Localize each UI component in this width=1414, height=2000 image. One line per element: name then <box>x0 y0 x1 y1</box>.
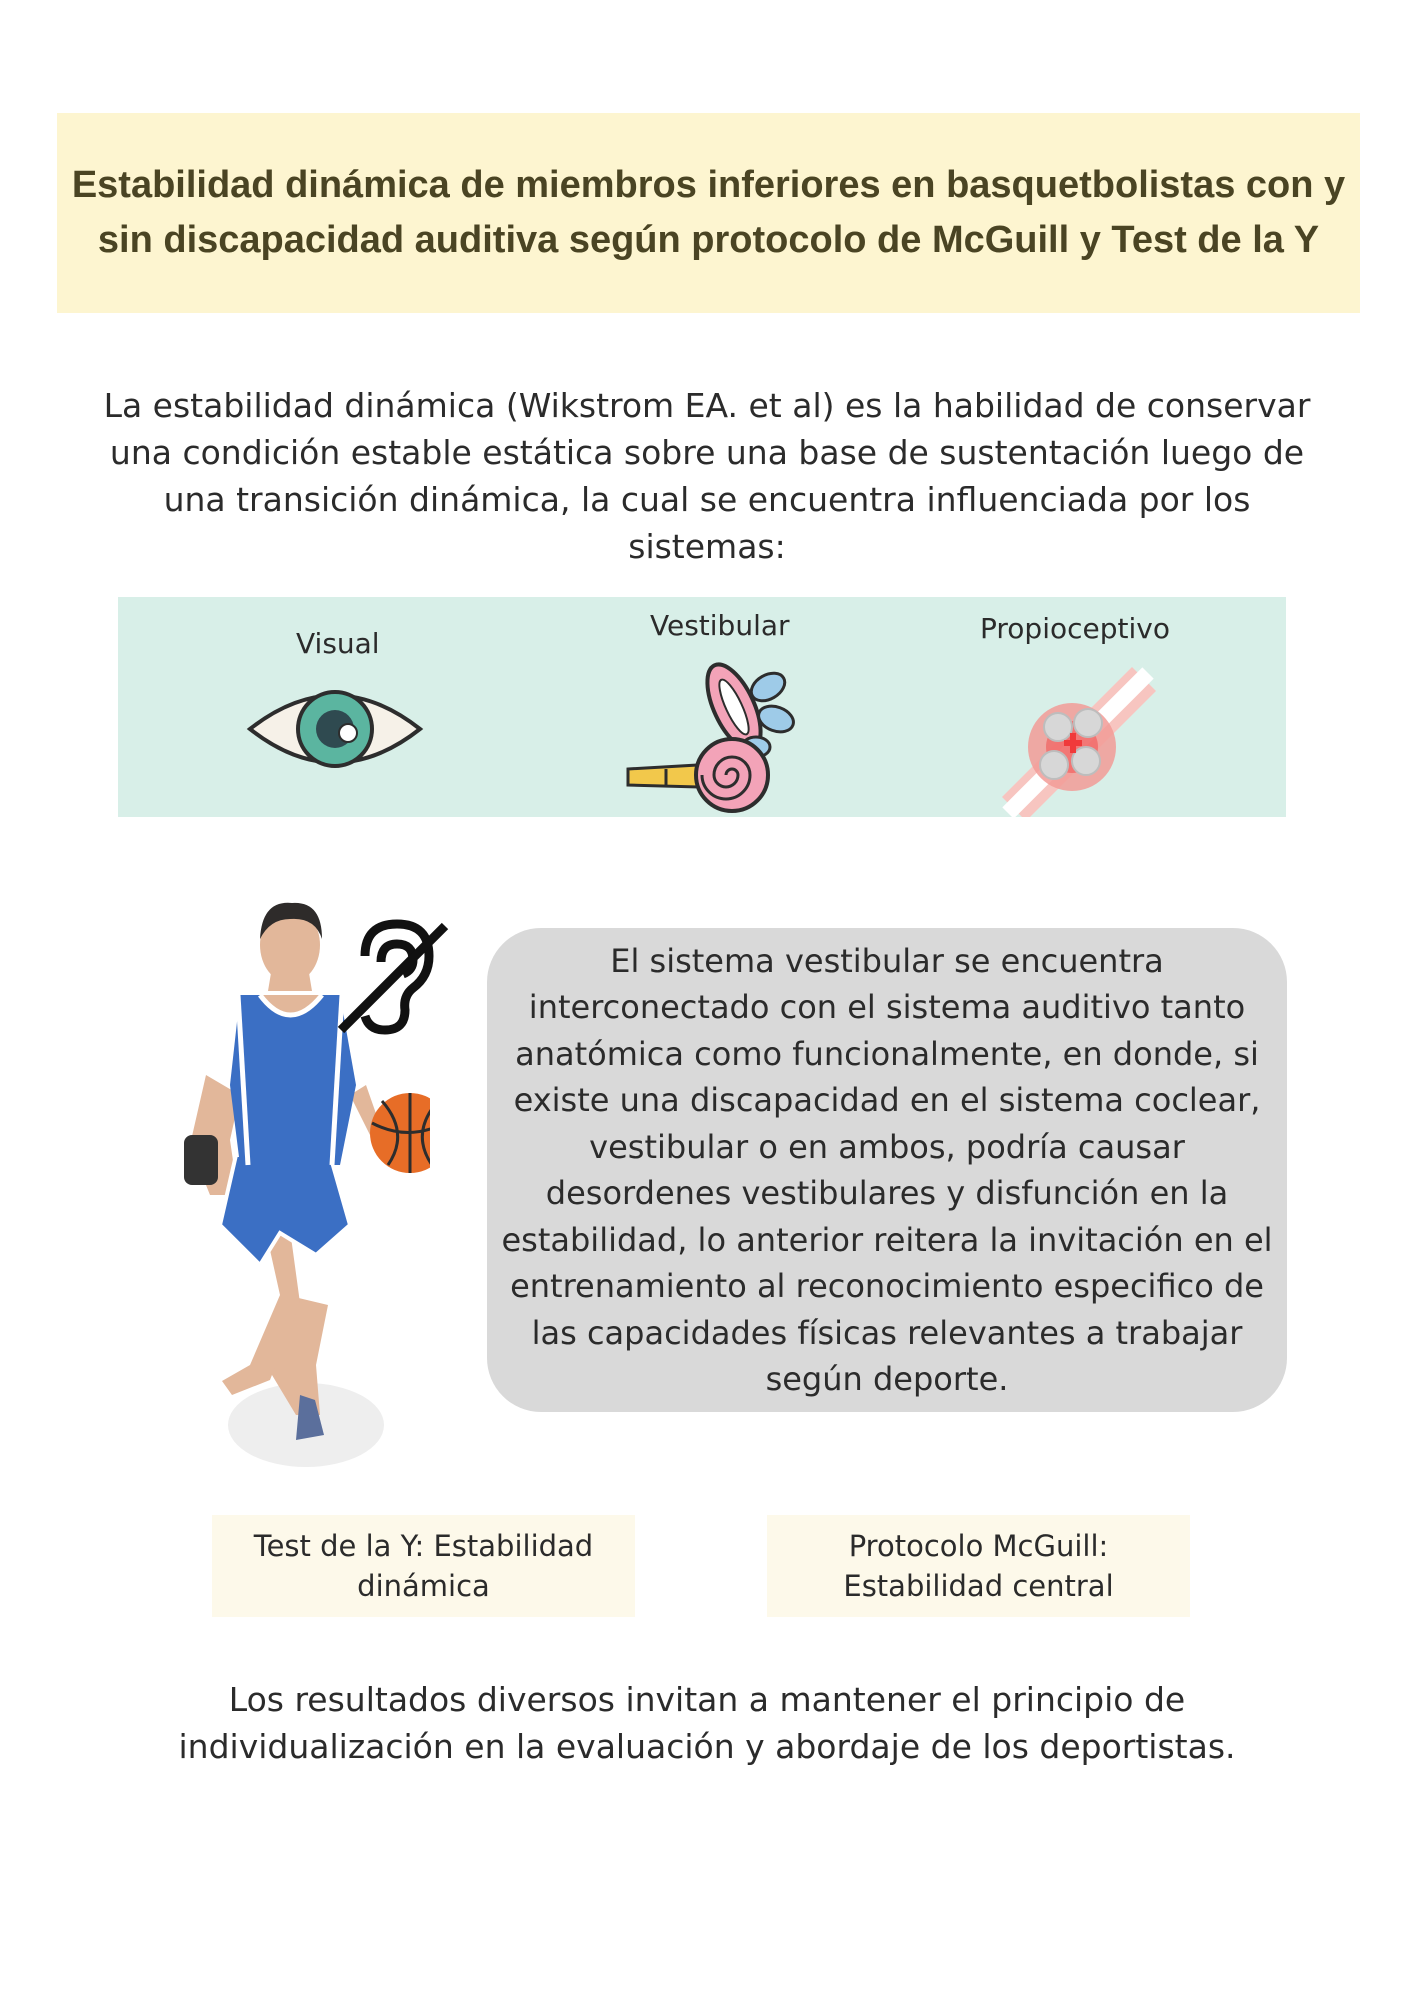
inner-ear-icon <box>626 647 806 817</box>
intro-paragraph: La estabilidad dinámica (Wikstrom EA. et al) es la habilidad de conservar una condición estable estática sobre una base de sustentación luego de una transición dinámica, la cual se encuentra influenciada por los sistemas: <box>103 386 1311 566</box>
page-title: Estabilidad dinámica de miembros inferiores en basquetbolistas con y sin discapacidad auditiva según protocolo de McGuill y Test de la Y <box>71 164 1346 261</box>
systems-panel <box>118 597 1286 817</box>
visual-label: Visual <box>296 627 380 660</box>
vestibular-note-box <box>487 928 1287 1412</box>
title-banner <box>57 113 1360 313</box>
vestibular-note-text: El sistema vestibular se encuentra interconectado con el sistema auditivo tanto anatómica como funcionalmente, en donde, si existe una discapacidad en el sistema coclear, vestibular o en ambos, podría causar desordenes vestibulares y disfunción en la estabilidad, lo anterior reitera la invitación en el entrenamiento al reconocimiento especifico de las capacidades físicas relevantes a trabajar según deporte. <box>501 941 1273 1398</box>
mcguill-label: Protocolo McGuill: Estabilidad central <box>843 1529 1114 1603</box>
conclusion-paragraph: Los resultados diversos invitan a mantener el principio de individualización en la evaluación y abordaje de los deportistas. <box>178 1680 1236 1766</box>
vestibular-label: Vestibular <box>650 609 790 642</box>
mcguill-tag <box>767 1515 1190 1617</box>
y-test-tag <box>212 1515 635 1617</box>
hearing-disabled-icon <box>335 918 450 1038</box>
y-test-label: Test de la Y: Estabilidad dinámica <box>253 1529 594 1603</box>
eye-icon <box>246 680 424 778</box>
joint-icon <box>1002 667 1156 817</box>
propioceptivo-label: Propioceptivo <box>980 612 1170 645</box>
